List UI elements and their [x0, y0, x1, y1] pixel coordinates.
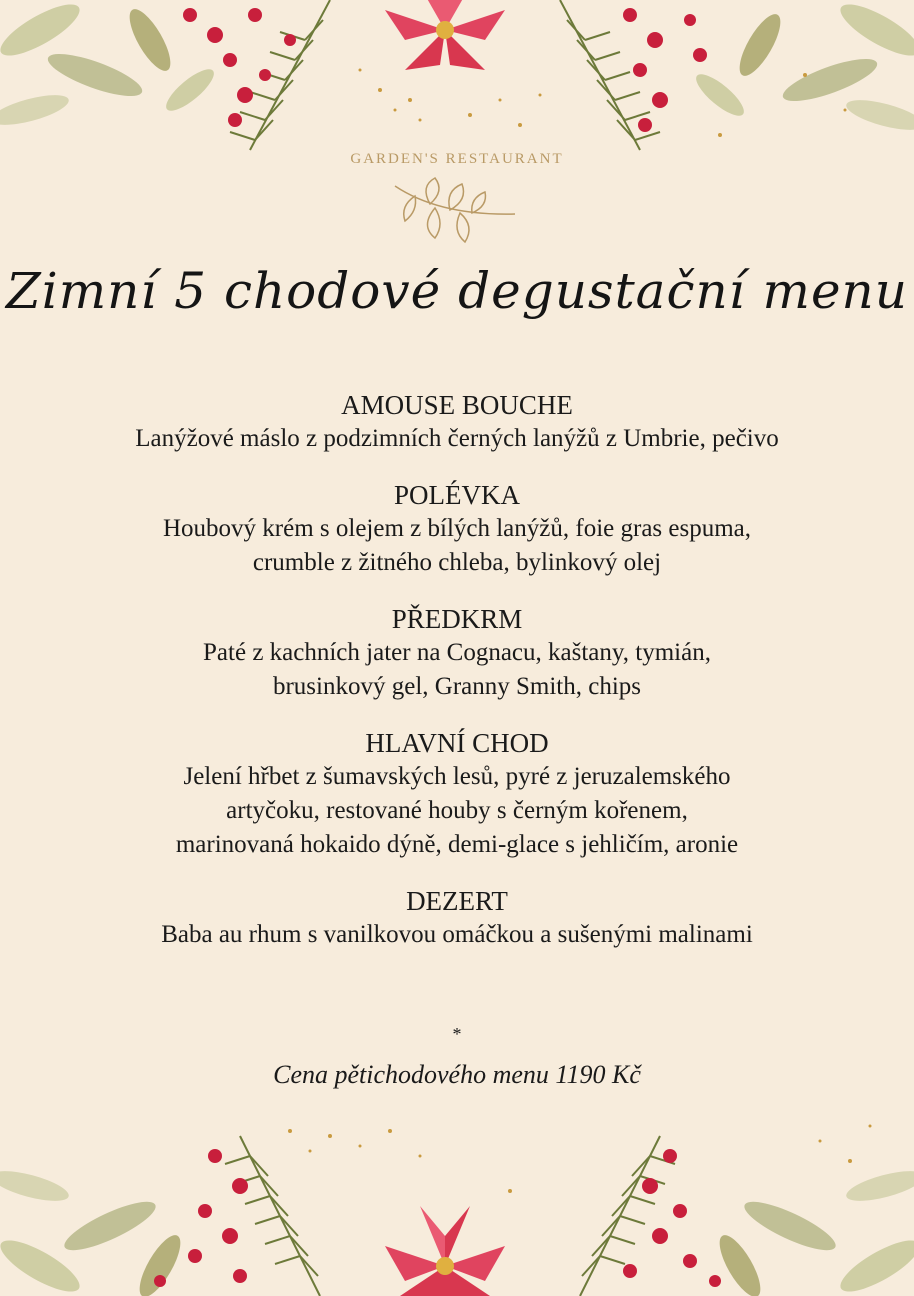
course-description: Paté z kachních jater na Cognacu, kaštany, tymián, brusinkový gel, Granny Smith, chips	[203, 639, 711, 700]
course-dezert	[40, 884, 874, 952]
floral-top-decoration	[0, 0, 914, 175]
course-name: HLAVNÍ CHOD	[365, 728, 549, 758]
floral-bottom-decoration	[0, 1116, 914, 1296]
course-description: Houbový krém s olejem z bílých lanýžů, foie gras espuma, crumble z žitného chleba, bylinkový olej	[162, 515, 752, 576]
leaf-sprig-icon	[390, 176, 520, 248]
course-description: Jelení hřbet z šumavských lesů, pyré z jeruzalemského artyčoku, restované houby s černým kořenem, marinovaná hokaido dýně, demi-glace s jehličím, aronie	[175, 763, 739, 858]
course-predkrm	[40, 602, 874, 704]
course-polevka	[40, 478, 874, 580]
course-description: Baba au rhum s vanilkovou omáčkou a sušenými malinami	[161, 921, 753, 948]
restaurant-name: GARDEN'S RESTAURANT	[350, 151, 564, 167]
asterisk-divider: *	[452, 1024, 462, 1044]
course-name: AMOUSE BOUCHE	[341, 390, 573, 420]
course-name: POLÉVKA	[394, 480, 520, 510]
course-description: Lanýžové máslo z podzimních černých lanýžů z Umbrie, pečivo	[135, 425, 779, 452]
course-list	[40, 388, 874, 974]
course-name: DEZERT	[406, 886, 508, 916]
course-hlavni-chod	[40, 726, 874, 862]
menu-price: Cena pětichodového menu 1190 Kč	[273, 1060, 641, 1089]
course-name: PŘEDKRM	[391, 604, 523, 634]
menu-title: Zimní 5 chodové degustační menu	[6, 262, 908, 320]
course-amuse-bouche	[40, 388, 874, 456]
